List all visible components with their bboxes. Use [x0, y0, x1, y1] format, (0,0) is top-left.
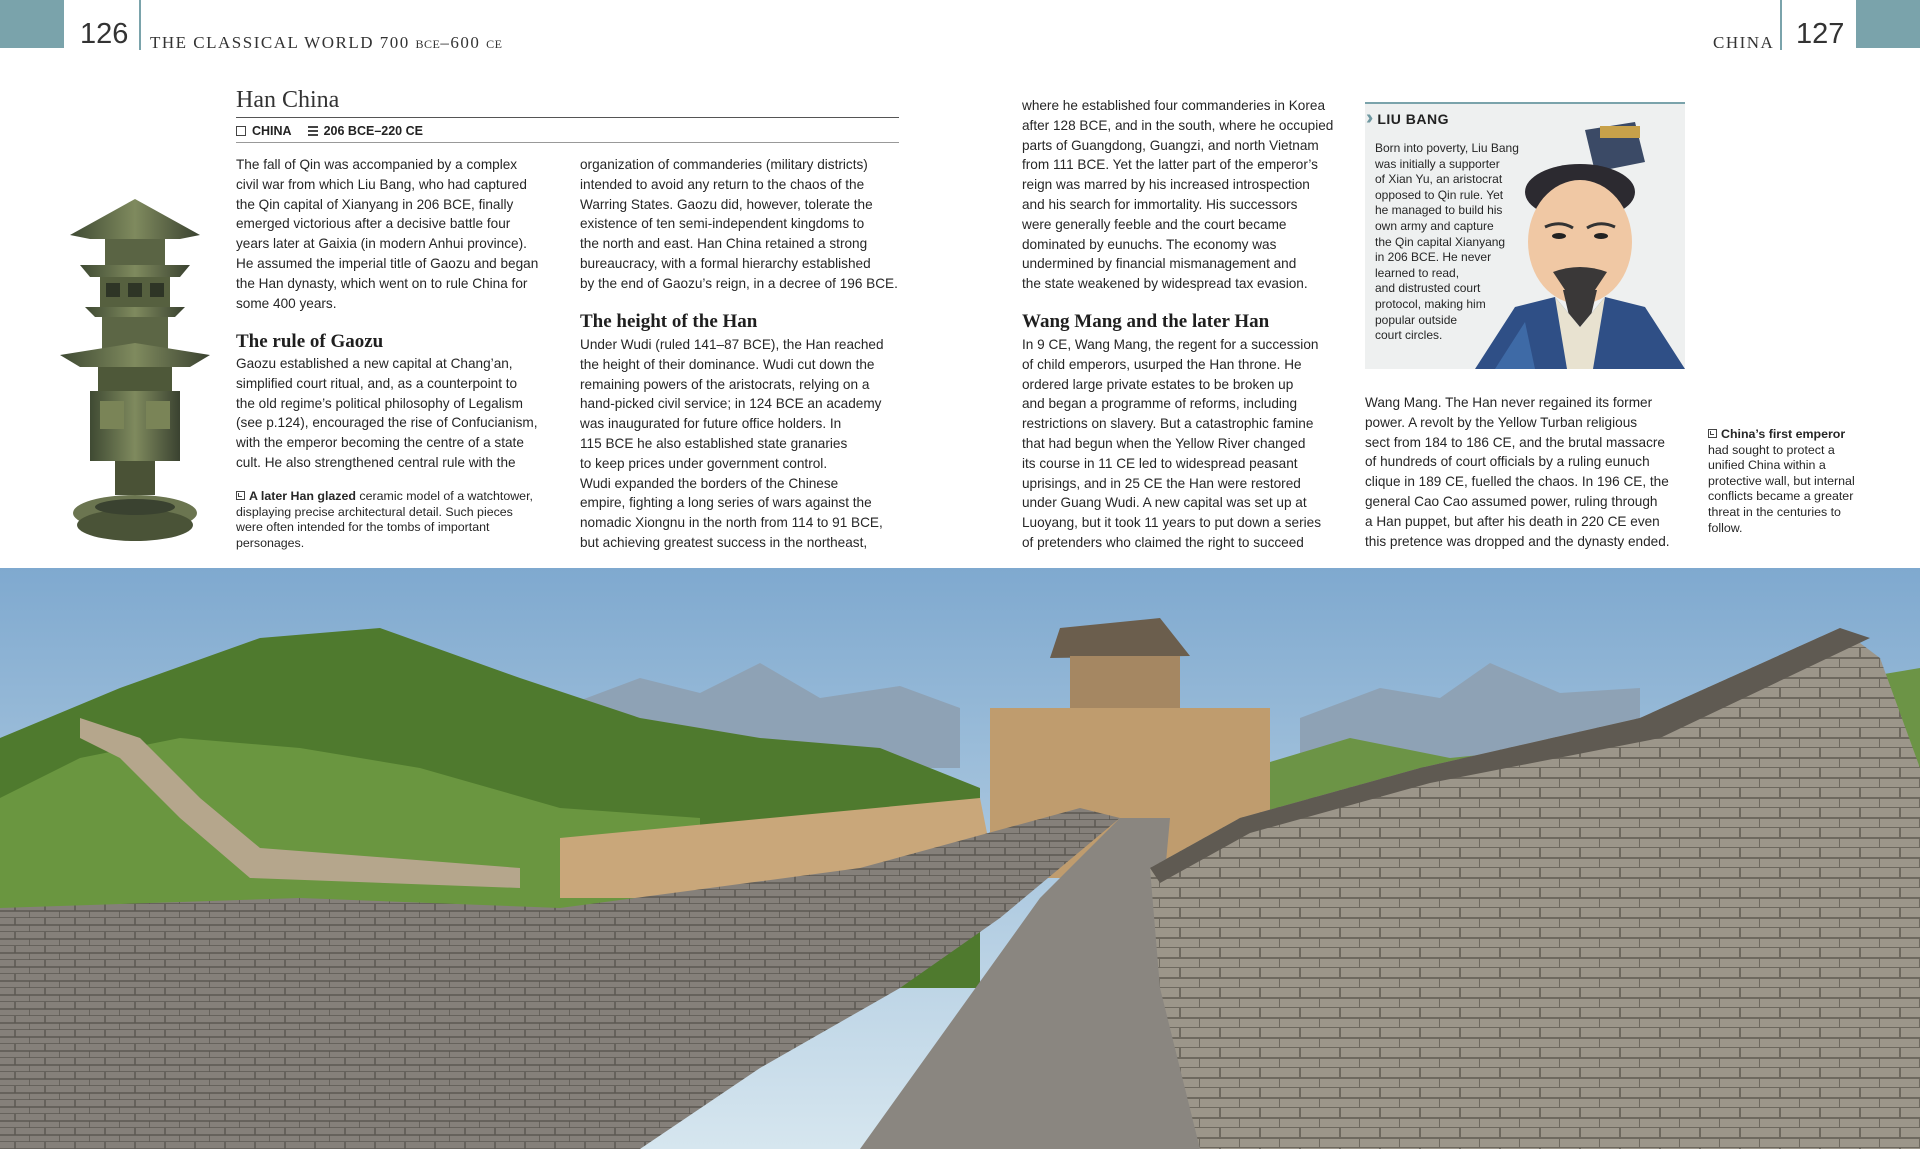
heading-rule-of-gaozu: The rule of Gaozu: [236, 331, 384, 352]
right-header-rule: [1780, 0, 1782, 50]
right-page-number: 127: [1796, 18, 1845, 50]
caption-icon: [1708, 429, 1717, 438]
calendar-icon: [308, 126, 318, 136]
column-3-wang: In 9 CE, Wang Mang, the regent for a succession of child emperors, usurped the Han throne. He ordered large private estates to be broken up and began a programme of reforms, including restrictions on slavery. But a catastrophic famine that had begun when the Yellow River changed its course in 11 CE led to widespread peasant uprisings, and in 25 CE the Han were restored under Guang Wudi. A new capital was set up at Luoyang, but it took 11 years to put down a series of pretenders who claimed the right to succeed: [1022, 337, 1321, 550]
profile-box-text: Born into poverty, Liu Bang was initially a supporter of Xian Yu, an aristocrat opposed to Qin rule. Yet he managed to build his own army and capture the Qin capital Xianyang in 206 BCE. He never learned to read, and distrusted court protocol, making him popular outside court circles.: [1375, 141, 1519, 343]
running-head-main: THE CLASSICAL WORLD 700: [150, 33, 416, 52]
caption-icon: [236, 491, 245, 500]
great-wall-photograph: [0, 568, 1920, 1149]
flag-icon: [236, 126, 246, 136]
column-4-bottom: Wang Mang. The Han never regained its former power. A revolt by the Yellow Turban religious sect from 184 to 186 CE, and the brutal massacre of hundreds of court officials by a ruling eunuch clique in 189 CE, fuelled the chaos. In 196 CE, the general Cao Cao assumed power, ruling through a Han puppet, but after his death in 220 CE even this pretence was dropped and the dynasty ended.: [1365, 395, 1670, 549]
heading-height-of-han: The height of the Han: [580, 311, 758, 332]
column-1-gaozu: Gaozu established a new capital at Chang’an, simplified court ritual, and, as a counterpoint to the old regime’s political philosophy of Legalism (see p.124), encouraged the rise of Confucianism, with the emperor becoming the centre of a state cult. He also strengthened central rule with the: [236, 356, 538, 470]
article-title: Han China: [236, 87, 340, 113]
meta-date: 206 BCE–220 CE: [323, 124, 423, 138]
running-head-mid: –600: [440, 33, 487, 52]
profile-title-text: LIU BANG: [1377, 111, 1449, 127]
left-running-head: [150, 33, 502, 53]
article-meta: [236, 124, 423, 138]
watchtower-caption-text: ceramic model of a watchtower, displaying precise architectural detail. Such pieces were often intended for the tombs of important personages.: [236, 489, 533, 550]
chevron-right-icon: ››: [1366, 107, 1368, 129]
heading-wang-mang: Wang Mang and the later Han: [1022, 311, 1270, 332]
left-header-rule: [139, 0, 141, 50]
watchtower-caption: [236, 489, 536, 551]
title-rule: [236, 117, 899, 118]
profile-box-title: [1366, 107, 1449, 130]
meta-region: CHINA: [252, 124, 292, 138]
liu-bang-portrait: [1475, 122, 1685, 369]
watchtower-caption-bold: A later Han glazed: [249, 489, 356, 503]
column-3-top: where he established four commanderies in Korea after 128 BCE, and in the south, where he occupied parts of Guangdong, Guangzi, and north Vietnam from 111 BCE. Yet the latter part of the emperor’s reign was marred by his increased introspection and his search for immortality. His successors were generally feeble and the court became dominated by eunuchs. The economy was undermined by financial mismanagement and the state weakened by widespread tax evasion.: [1022, 98, 1334, 292]
wall-caption: [1708, 427, 1868, 536]
wall-caption-text: had sought to protect a unified China within a protective wall, but internal conflicts became a greater threat in the centuries to follow.: [1708, 442, 1855, 535]
right-corner-tab: [1856, 0, 1920, 48]
column-1-intro: The fall of Qin was accompanied by a complex civil war from which Liu Bang, who had captured the Qin capital of Xianyang in 206 BCE, finally emerged victorious after a decisive battle four years later at Gaixia (in modern Anhui province). He assumed the imperial title of Gaozu and began the Han dynasty, which went on to rule China for some 400 years.: [236, 157, 539, 311]
left-page-number: 126: [80, 18, 129, 50]
wall-caption-bold: China’s first emperor: [1721, 427, 1846, 441]
meta-rule: [236, 142, 899, 143]
running-head-era2: CE: [486, 37, 503, 51]
watchtower-illustration: [60, 195, 210, 550]
column-2-top: organization of commanderies (military districts) intended to avoid any return to the chaos of the Warring States. Gaozu did, however, tolerate the existence of ten semi-independent kingdoms to the north and east. Han China retained a strong bureaucracy, with a formal hierarchy established by the end of Gaozu’s reign, in a decree of 196 BCE.: [580, 157, 898, 291]
column-2-height: Under Wudi (ruled 141–87 BCE), the Han reached the height of their dominance. Wudi cut down the remaining powers of the aristocrats, relying on a hand-picked civil service; in 124 BCE an academy was inaugurated for future office holders. In 115 BCE he also established state granaries to keep prices under government control. Wudi expanded the borders of the Chinese empire, fighting a long series of wars against the nomadic Xiongnu in the north from 114 to 91 BCE, but achieving greatest success in the northeast,: [580, 337, 884, 550]
left-corner-tab: [0, 0, 64, 48]
running-head-era1: BCE: [415, 37, 441, 51]
right-running-head: CHINA: [1713, 33, 1775, 52]
